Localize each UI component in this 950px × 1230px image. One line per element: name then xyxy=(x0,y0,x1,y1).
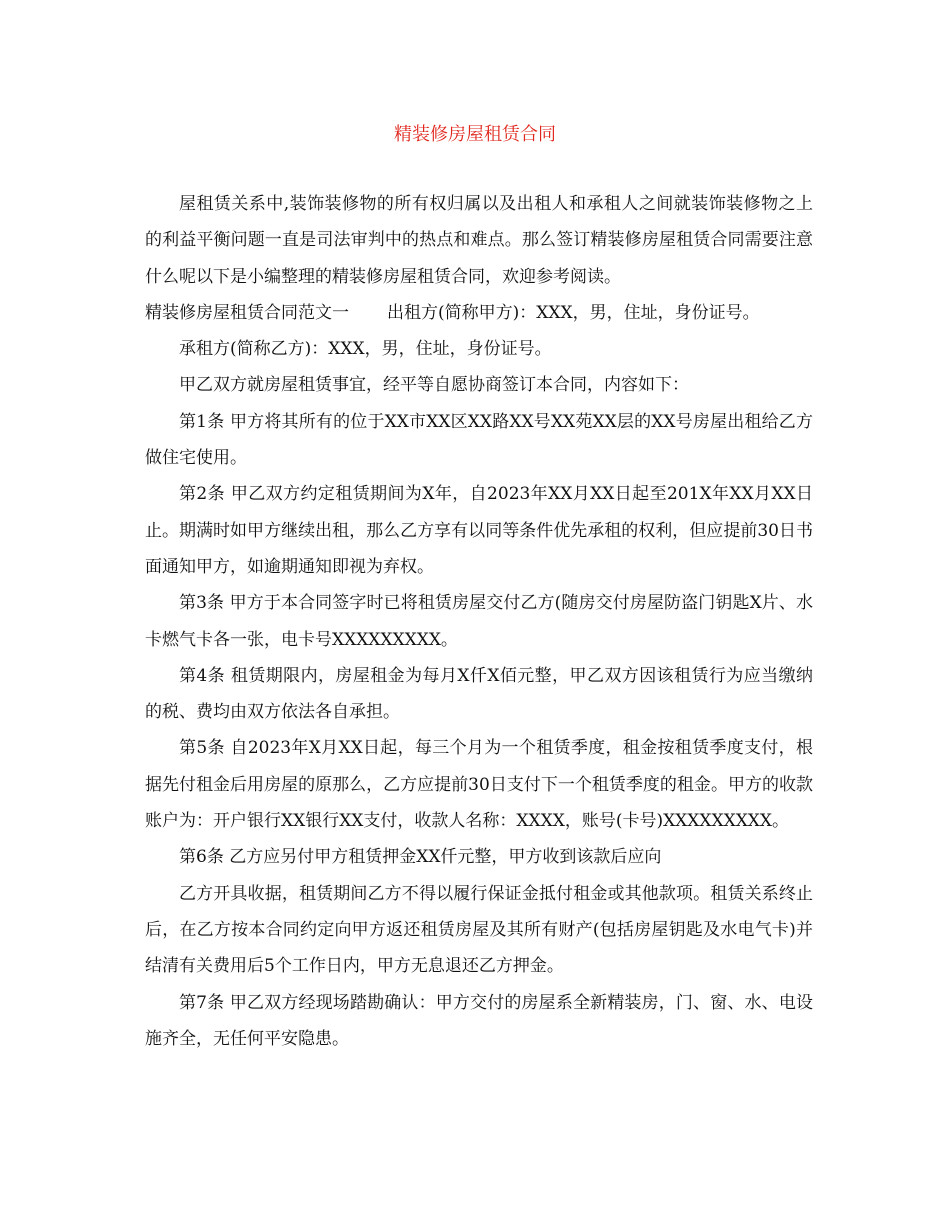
intro-paragraph: 屋租赁关系中,装饰装修物的所有权归属以及出租人和承租人之间就装饰装修物之上的利益平衡问题一直是司法审判中的热点和难点。那么签订精装修房屋租赁合同需要注意什么呢以下是小编整理的精装修房屋租赁合同，欢迎参考阅读。 xyxy=(145,194,813,287)
article-6: 第6条 乙方应另付甲方租赁押金XX仟元整，甲方收到该款后应向 xyxy=(179,847,662,868)
agreement-paragraph: 甲乙双方就房屋租赁事宜，经平等自愿协商签订本合同，内容如下： xyxy=(179,375,689,396)
sample-heading: 精装修房屋租赁合同范文一 xyxy=(145,302,349,323)
document-body xyxy=(145,186,813,1057)
article-2: 第2条 甲乙双方约定租赁期间为X年，自2023年XX月XX日起至201X年XX月XX日止。期满时如甲方继续出租，那么乙方享有以同等条件优先承租的权利，但应提前30日书面通知甲方，如逾期通知即视为弃权。 xyxy=(145,484,813,577)
document-title: 精装修房屋租赁合同 xyxy=(394,124,556,145)
article-7: 第7条 甲乙双方经现场踏勘确认：甲方交付的房屋系全新精装房，门、窗、水、电设施齐全，无任何平安隐患。 xyxy=(145,992,813,1049)
lessee-paragraph: 承租方(简称乙方)：XXX，男，住址，身份证号。 xyxy=(179,339,552,360)
article-5: 第5条 自2023年X月XX日起，每三个月为一个租赁季度，租金按租赁季度支付，根据先付租金后用房屋的原那么，乙方应提前30日支付下一个租赁季度的租金。甲方的收款账户为：开户银行XX银行XX支付，收款人名称：XXXX，账号(卡号)XXXXXXXXX。 xyxy=(145,738,813,832)
lessor-line: 出租方(简称甲方)：XXX，男，住址，身份证号。 xyxy=(387,302,760,323)
heading-line xyxy=(145,295,813,331)
article-3: 第3条 甲方于本合同签字时已将租赁房屋交付乙方(随房交付房屋防盗门钥匙X片、水卡燃气卡各一张，电卡号XXXXXXXXX。 xyxy=(145,593,813,650)
article-6-continued: 乙方开具收据，租赁期间乙方不得以履行保证金抵付租金或其他款项。租赁关系终止后，在乙方按本合同约定向甲方返还租赁房屋及其所有财产(包括房屋钥匙及水电气卡)并结清有关费用后5个工作日内，甲方无息退还乙方押金。 xyxy=(145,883,813,977)
article-1: 第1条 甲方将其所有的位于XX市XX区XX路XX号XX苑XX层的XX号房屋出租给乙方做住宅使用。 xyxy=(145,411,813,469)
article-4: 第4条 租赁期限内，房屋租金为每月X仟X佰元整，甲乙双方因该租赁行为应当缴纳的税、费均由双方依法各自承担。 xyxy=(145,665,813,723)
